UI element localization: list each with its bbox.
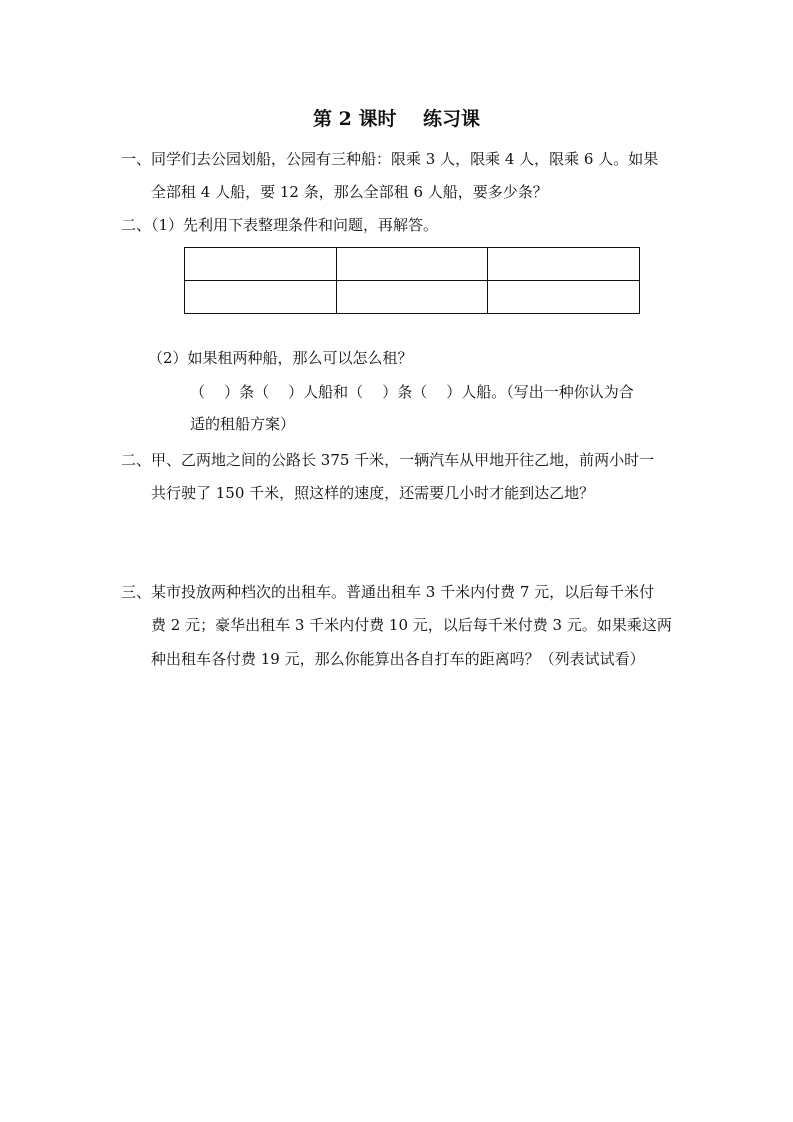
table-cell[interactable] [488, 281, 640, 314]
problem-3-line-1: 二、甲、乙两地之间的公路长 375 千米，一辆汽车从甲地开往乙地，前两小时一 [121, 451, 655, 469]
problem-2-part-1: 二、（1）先利用下表整理条件和问题，再解答。 [121, 216, 439, 234]
problem-2-fill-line-2: 适的租船方案） [190, 415, 296, 433]
page-title: 第 2 课时 练习课 [313, 108, 480, 130]
table-row [185, 281, 640, 314]
problem-4-line-2: 费 2 元；豪华出租车 3 千米内付费 10 元，以后每千米付费 3 元。如果乘这两 [151, 616, 672, 634]
blank-table [184, 247, 640, 314]
problem-2-part-2: （2）如果租两种船，那么可以怎么租？ [148, 349, 413, 367]
problem-1-line-1: 一、同学们去公园划船，公园有三种船：限乘 3 人，限乘 4 人，限乘 6 人。如果 [121, 150, 659, 168]
table-cell[interactable] [185, 281, 337, 314]
table-cell[interactable] [488, 248, 640, 281]
table-row [185, 248, 640, 281]
table-cell[interactable] [336, 248, 488, 281]
table-cell[interactable] [336, 281, 488, 314]
problem-3-line-2: 共行驶了 150 千米，照这样的速度，还需要几小时才能到达乙地？ [151, 484, 595, 502]
problem-4-line-3: 种出租车各付费 19 元，那么你能算出各自打车的距离吗？（列表试试看） [151, 650, 645, 668]
problem-4-line-1: 三、某市投放两种档次的出租车。普通出租车 3 千米内付费 7 元，以后每千米付 [121, 583, 655, 601]
problem-2-fill-line-1: （ ）条（ ）人船和（ ）条（ ）人船。（写出一种你认为合 [190, 383, 634, 401]
problem-1-line-2: 全部租 4 人船，要 12 条，那么全部租 6 人船，要多少条？ [151, 183, 548, 201]
table-cell[interactable] [185, 248, 337, 281]
